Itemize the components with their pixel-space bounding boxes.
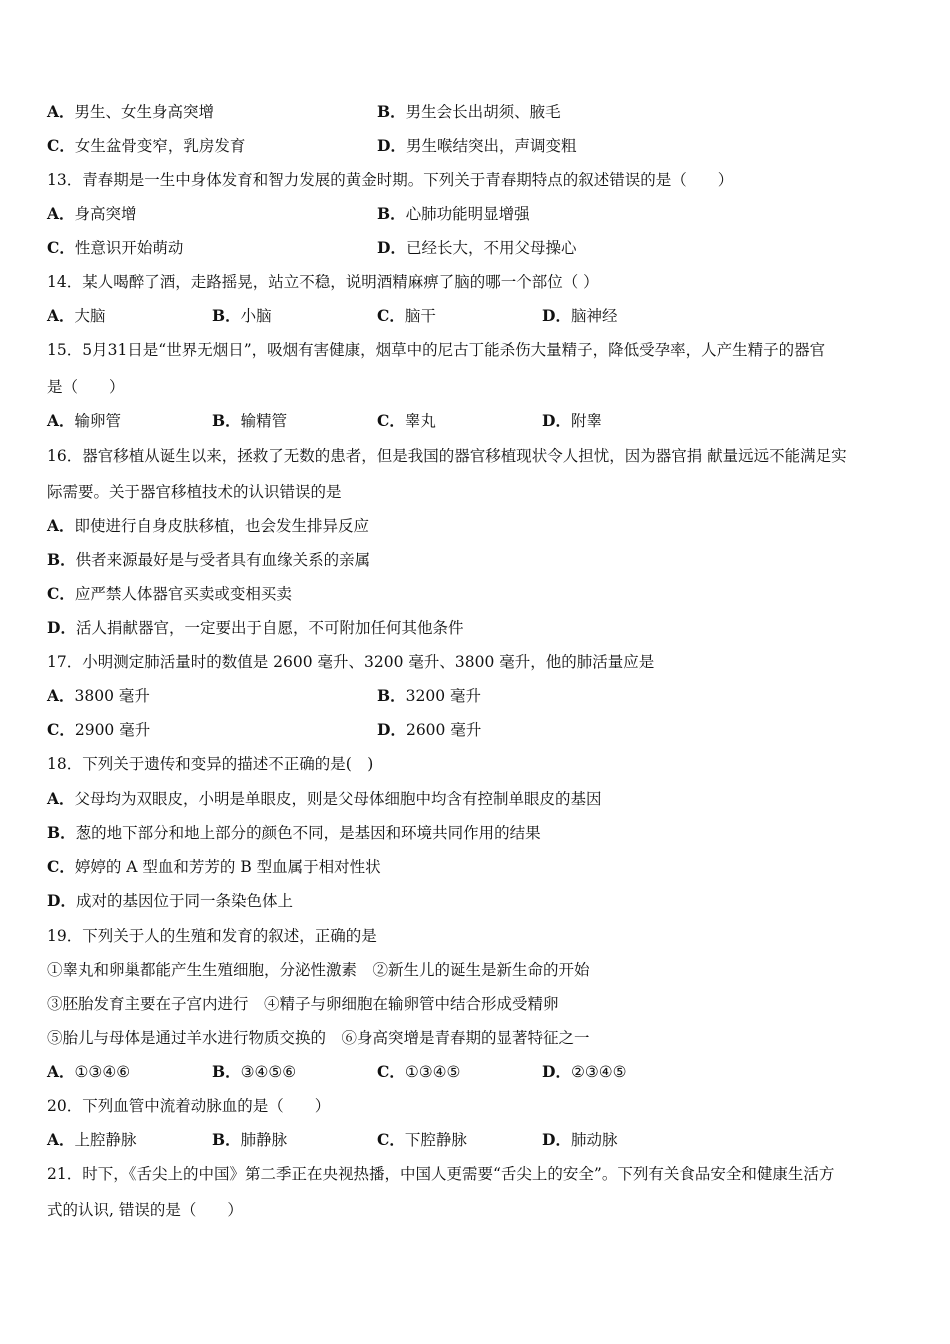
q20-option-c[interactable]: C．下腔静脉 [377,1130,467,1149]
q16-option-d[interactable]: D．活人捐献器官，一定要出于自愿，不可附加任何其他条件 [47,618,464,637]
q12-option-d[interactable]: D．男生喉结突出，声调变粗 [377,136,577,155]
q16-stem-line2: 际需要。关于器官移植技术的认识错误的是 [47,483,342,501]
q14-option-a[interactable]: A．大脑 [47,306,106,325]
q17-option-b[interactable]: B．3200 毫升 [377,686,481,705]
q17-stem: 17．小明测定肺活量时的数值是 2600 毫升、3200 毫升、3800 毫升，他的肺活量应是 [47,653,655,671]
q20-stem: 20．下列血管中流着动脉血的是（ ） [47,1097,331,1115]
q13-option-c[interactable]: C．性意识开始萌动 [47,238,184,257]
q12-option-b[interactable]: B．男生会长出胡须、腋毛 [377,102,561,121]
q12-option-c[interactable]: C．女生盆骨变窄，乳房发育 [47,136,246,155]
q18-option-a[interactable]: A．父母均为双眼皮，小明是单眼皮，则是父母体细胞中均含有控制单眼皮的基因 [47,789,602,808]
q12-option-a[interactable]: A．男生、女生身高突增 [47,102,215,121]
q15-option-d[interactable]: D．附睾 [542,411,602,430]
q19-option-d[interactable]: D．②③④⑤ [542,1062,627,1081]
q15-stem-line2: 是（ ） [47,378,125,396]
q17-option-c[interactable]: C．2900 毫升 [47,720,151,739]
q20-option-d[interactable]: D．肺动脉 [542,1130,618,1149]
q14-option-b[interactable]: B．小脑 [212,306,272,325]
q13-stem: 13．青春期是一生中身体发育和智力发展的黄金时期。下列关于青春期特点的叙述错误的是（ ） [47,171,734,189]
q14-option-d[interactable]: D．脑神经 [542,306,618,325]
q20-option-b[interactable]: B．肺静脉 [212,1130,288,1149]
q15-stem-line1: 15．5月31日是“世界无烟日”，吸烟有害健康，烟草中的尼古丁能杀伤大量精子，降低受孕率，人产生精子的器官 [47,341,826,359]
q13-option-b[interactable]: B．心肺功能明显增强 [377,204,530,223]
q19-option-b[interactable]: B．③④⑤⑥ [212,1062,297,1081]
q16-option-c[interactable]: C．应严禁人体器官买卖或变相买卖 [47,584,292,603]
q19-statements-1: ①睾丸和卵巢都能产生生殖细胞，分泌性激素 ②新生儿的诞生是新生命的开始 [47,961,590,979]
q19-stem: 19．下列关于人的生殖和发育的叙述，正确的是 [47,927,377,945]
q18-option-b[interactable]: B．葱的地下部分和地上部分的颜色不同，是基因和环境共同作用的结果 [47,823,541,842]
q17-option-d[interactable]: D．2600 毫升 [377,720,482,739]
q15-option-c[interactable]: C．睾丸 [377,411,436,430]
q20-option-a[interactable]: A．上腔静脉 [47,1130,137,1149]
q16-option-a[interactable]: A．即使进行自身皮肤移植，也会发生排异反应 [47,516,370,535]
q13-option-d[interactable]: D．已经长大，不用父母操心 [377,238,577,257]
q19-option-c[interactable]: C．①③④⑤ [377,1062,461,1081]
q17-option-a[interactable]: A．3800 毫升 [47,686,150,705]
q21-stem-line1: 21．时下，《舌尖上的中国》第二季正在央视热播，中国人更需要“舌尖上的安全”。下列有关食品安全和健康生活方 [47,1165,835,1183]
q19-statements-2: ③胚胎发育主要在子宫内进行 ④精子与卵细胞在输卵管中结合形成受精卵 [47,995,559,1013]
q18-stem: 18．下列关于遗传和变异的描述不正确的是( ) [47,755,374,773]
q21-stem-line2: 式的认识, 错误的是（ ） [47,1201,243,1219]
q13-option-a[interactable]: A．身高突增 [47,204,137,223]
q16-option-b[interactable]: B．供者来源最好是与受者具有血缘关系的亲属 [47,550,371,569]
q15-option-a[interactable]: A．输卵管 [47,411,122,430]
q14-option-c[interactable]: C．脑干 [377,306,436,325]
q16-stem-line1: 16．器官移植从诞生以来，拯救了无数的患者，但是我国的器官移植现状令人担忧，因为器官捐 献量远远不能满足实 [47,447,847,465]
q19-statements-3: ⑤胎儿与母体是通过羊水进行物质交换的 ⑥身高突增是青春期的显著特征之一 [47,1029,590,1047]
q18-option-c[interactable]: C．婷婷的 A 型血和芳芳的 B 型血属于相对性状 [47,857,381,876]
q15-option-b[interactable]: B．输精管 [212,411,288,430]
q19-option-a[interactable]: A．①③④⑥ [47,1062,131,1081]
q18-option-d[interactable]: D．成对的基因位于同一条染色体上 [47,891,293,910]
q14-stem: 14．某人喝醉了酒，走路摇晃，站立不稳，说明酒精麻痹了脑的哪一个部位（ ） [47,273,599,291]
